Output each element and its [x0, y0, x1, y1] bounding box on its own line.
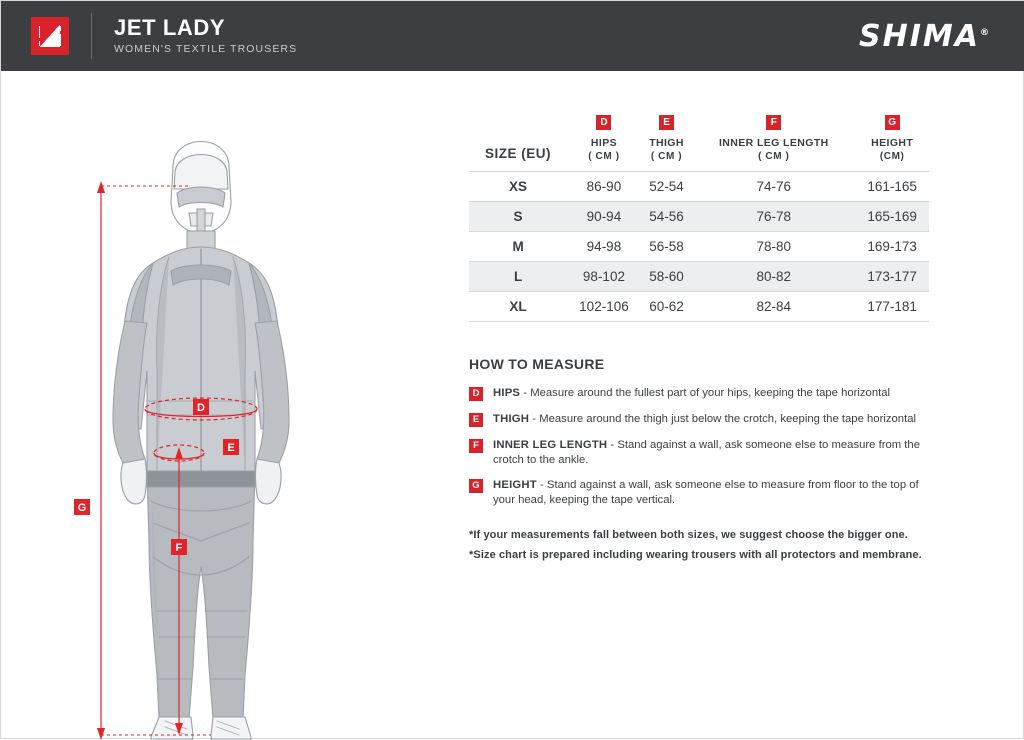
svg-text:G: G — [77, 502, 87, 514]
column-header-inner-leg-length — [692, 113, 855, 172]
measure-letter-badge-g: G — [469, 479, 483, 493]
cell-height: 177-181 — [855, 292, 929, 322]
cell-thigh: 60-62 — [641, 292, 693, 322]
column-header-hips — [567, 113, 641, 172]
cell-inner-leg: 80-82 — [692, 262, 855, 292]
brand-logo-text: SHIMA — [859, 19, 980, 54]
hips-letter-badge: D — [596, 115, 611, 130]
svg-text:E: E — [227, 442, 235, 454]
table-row — [469, 232, 929, 262]
hips-label: HIPS — [590, 137, 617, 149]
hips-unit: ( CM ) — [588, 151, 620, 162]
height-label: HEIGHT — [871, 137, 914, 149]
measure-description-hips — [493, 386, 890, 401]
page-header — [1, 1, 1024, 71]
measure-description-inner-leg-length — [493, 438, 939, 467]
cell-thigh: 58-60 — [641, 262, 693, 292]
how-to-measure-section — [469, 356, 939, 507]
table-row — [469, 262, 929, 292]
shima-shield-icon — [31, 17, 69, 55]
cell-height: 165-169 — [855, 202, 929, 232]
cell-size: M — [469, 232, 567, 262]
cell-inner-leg: 82-84 — [692, 292, 855, 322]
table-row — [469, 292, 929, 322]
cell-hips: 90-94 — [567, 202, 641, 232]
inner-leg-letter-badge: F — [766, 115, 781, 130]
measure-body-thigh: - Measure around the thigh just below the crotch, keeping the tape horizontal — [529, 413, 916, 425]
cell-size: L — [469, 262, 567, 292]
svg-text:F: F — [175, 542, 183, 554]
inner-leg-unit: ( CM ) — [758, 151, 790, 162]
table-row — [469, 172, 929, 202]
footnotes — [469, 529, 993, 561]
measure-name-hips: HIPS — [493, 387, 521, 399]
cell-height: 161-165 — [855, 172, 929, 202]
measure-letter-badge-f: F — [469, 439, 483, 453]
inner-leg-label: INNER LEG LENGTH — [718, 137, 829, 149]
measure-description-height — [493, 478, 939, 507]
measure-name-thigh: THIGH — [493, 413, 530, 425]
measure-body-height: - Stand against a wall, ask someone else to measure from floor to the top of your head, keeping the tape vertical. — [493, 479, 919, 506]
size-chart-table — [469, 113, 929, 322]
measure-description-thigh — [493, 412, 916, 427]
column-header-height — [855, 113, 929, 172]
trademark-symbol: ® — [980, 28, 989, 38]
measure-body-inner-leg-length: - Stand against a wall, ask someone else to measure from the crotch to the ankle. — [493, 439, 921, 466]
cell-size: XS — [469, 172, 567, 202]
page-subtitle: WOMEN'S TEXTILE TROUSERS — [114, 43, 298, 55]
cell-hips: 86-90 — [567, 172, 641, 202]
cell-height: 173-177 — [855, 262, 929, 292]
measurement-figure — [1, 71, 451, 740]
measure-name-height: HEIGHT — [493, 479, 537, 491]
measure-letter-badge-e: E — [469, 413, 483, 427]
measure-name-inner-leg-length: INNER LEG LENGTH — [493, 439, 608, 451]
cell-height: 169-173 — [855, 232, 929, 262]
product-title-block — [91, 13, 297, 59]
table-body — [469, 172, 929, 322]
measure-item-hips — [469, 386, 939, 401]
cell-thigh: 56-58 — [641, 232, 693, 262]
right-column — [463, 113, 993, 569]
cell-inner-leg: 74-76 — [692, 172, 855, 202]
height-unit: (CM) — [879, 151, 905, 162]
measure-item-inner-leg-length — [469, 438, 939, 467]
cell-inner-leg: 76-78 — [692, 202, 855, 232]
cell-hips: 102-106 — [567, 292, 641, 322]
page-title: JET LADY — [114, 15, 226, 40]
column-header-size: SIZE (EU) — [485, 146, 552, 161]
footnote-between-sizes: *If your measurements fall between both sizes, we suggest choose the bigger one. — [469, 529, 908, 541]
footnote-protectors: *Size chart is prepared including wearing trousers with all protectors and membrane. — [469, 549, 922, 561]
cell-hips: 94-98 — [567, 232, 641, 262]
thigh-letter-badge: E — [659, 115, 674, 130]
cell-thigh: 54-56 — [641, 202, 693, 232]
brand-logo — [859, 19, 989, 54]
cell-size: S — [469, 202, 567, 232]
how-to-measure-title: HOW TO MEASURE — [469, 356, 605, 372]
column-header-thigh — [641, 113, 693, 172]
measure-letter-badge-d: D — [469, 387, 483, 401]
svg-text:D: D — [197, 402, 205, 414]
thigh-unit: ( CM ) — [650, 151, 683, 162]
thigh-label: THIGH — [649, 137, 684, 149]
measure-body-hips: - Measure around the fullest part of your hips, keeping the tape horizontal — [520, 387, 891, 399]
measure-item-thigh — [469, 412, 939, 427]
measure-item-height — [469, 478, 939, 507]
height-letter-badge: G — [885, 115, 900, 130]
table-row — [469, 202, 929, 232]
cell-thigh: 52-54 — [641, 172, 693, 202]
cell-size: XL — [469, 292, 567, 322]
table-header — [469, 113, 929, 172]
cell-hips: 98-102 — [567, 262, 641, 292]
cell-inner-leg: 78-80 — [692, 232, 855, 262]
